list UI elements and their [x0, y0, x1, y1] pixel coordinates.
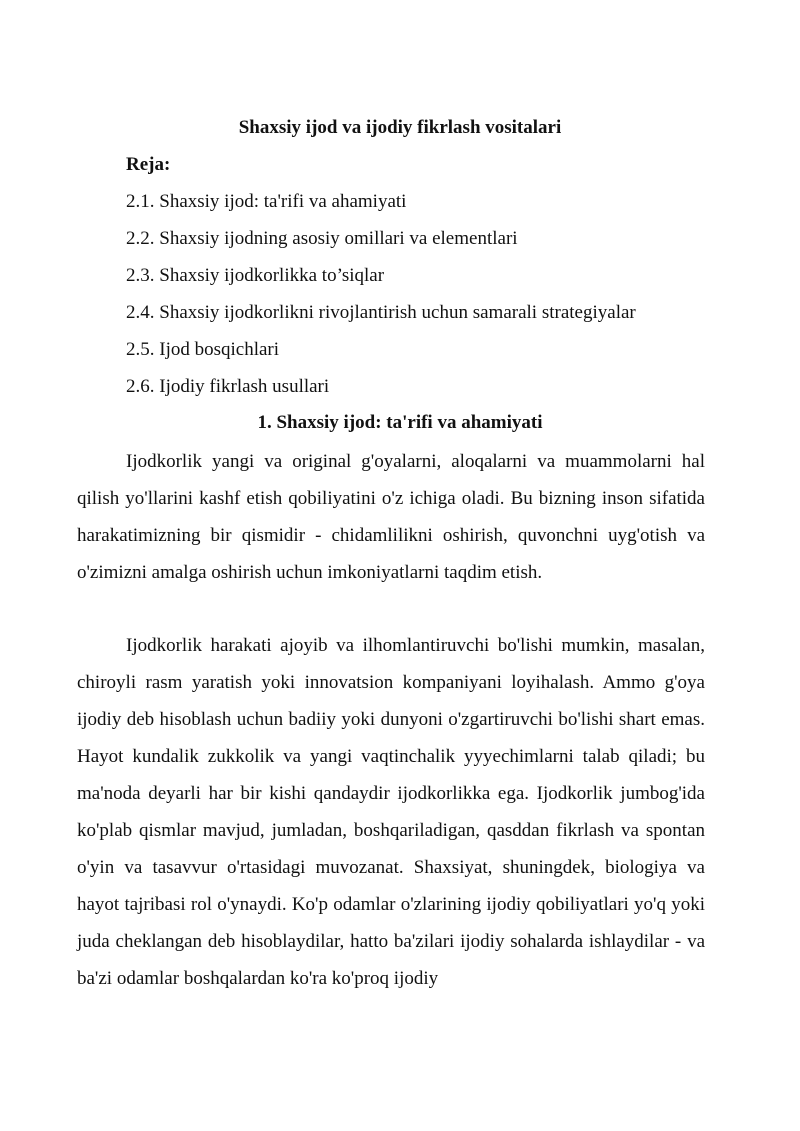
document-title: Shaxsiy ijod va ijodiy fikrlash vositalari [238, 117, 562, 138]
plan-item: 2.5. Ijod bosqichlari [126, 339, 280, 360]
section-title: 1. Shaxsiy ijod: ta'rifi va ahamiyati [257, 412, 543, 433]
plan-heading: Reja: [126, 154, 171, 175]
plan-item: 2.6. Ijodiy fikrlash usullari [126, 376, 330, 397]
body-paragraph: Ijodkorlik harakati ajoyib va ilhomlantiruvchi bo'lishi mumkin, masalan, chiroyli rasm yaratish yoki innovatsion kompaniyani loyihalash. Ammo g'oya ijodiy deb hisoblash uchun badiiy yoki dunyoni o'zgartiruvchi bo'lishi shart emas. Hayot kundalik zukkolik va yangi vaqtinchalik yyyechimlarni talab qiladi; bu ma'noda deyarli har bir kishi qandaydir ijodkorlikka ega. Ijodkorlik jumbog'ida ko'plab qismlar mavjud, jumladan, boshqariladigan, qasddan fikrlash va spontan o'yin va tasavvur o'rtasidagi muvozanat. Shaxsiyat, shuningdek, biologiya va hayot tajribasi rol o'ynaydi. Ko'p odamlar o'zlarining ijodiy qobiliyatlari yo'q yoki juda cheklangan deb hisoblaydilar, hatto ba'zilari ijodiy sohalarda ishlaydilar - va ba'zi odamlar boshqalardan ko'ra ko'proq ijodiy [77, 635, 705, 989]
plan-list [126, 188, 636, 410]
body-paragraph: Ijodkorlik yangi va original g'oyalarni, aloqalarni va muammolarni hal qilish yo'llarini kashf etish qobiliyatini o'z ichiga oladi. Bu bizning inson sifatida harakatimizning bir qismidir - chidamlilikni oshirish, quvonchni uyg'otish va o'zimizni amalga oshirish uchun imkoniyatlarni taqdim etish. [77, 451, 705, 583]
plan-item: 2.3. Shaxsiy ijodkorlikka to’siqlar [126, 265, 385, 286]
plan-item: 2.2. Shaxsiy ijodning asosiy omillari va elementlari [126, 228, 518, 249]
plan-item: 2.1. Shaxsiy ijod: ta'rifi va ahamiyati [126, 191, 407, 212]
plan-item: 2.4. Shaxsiy ijodkorlikni rivojlantirish uchun samarali strategiyalar [126, 302, 636, 323]
